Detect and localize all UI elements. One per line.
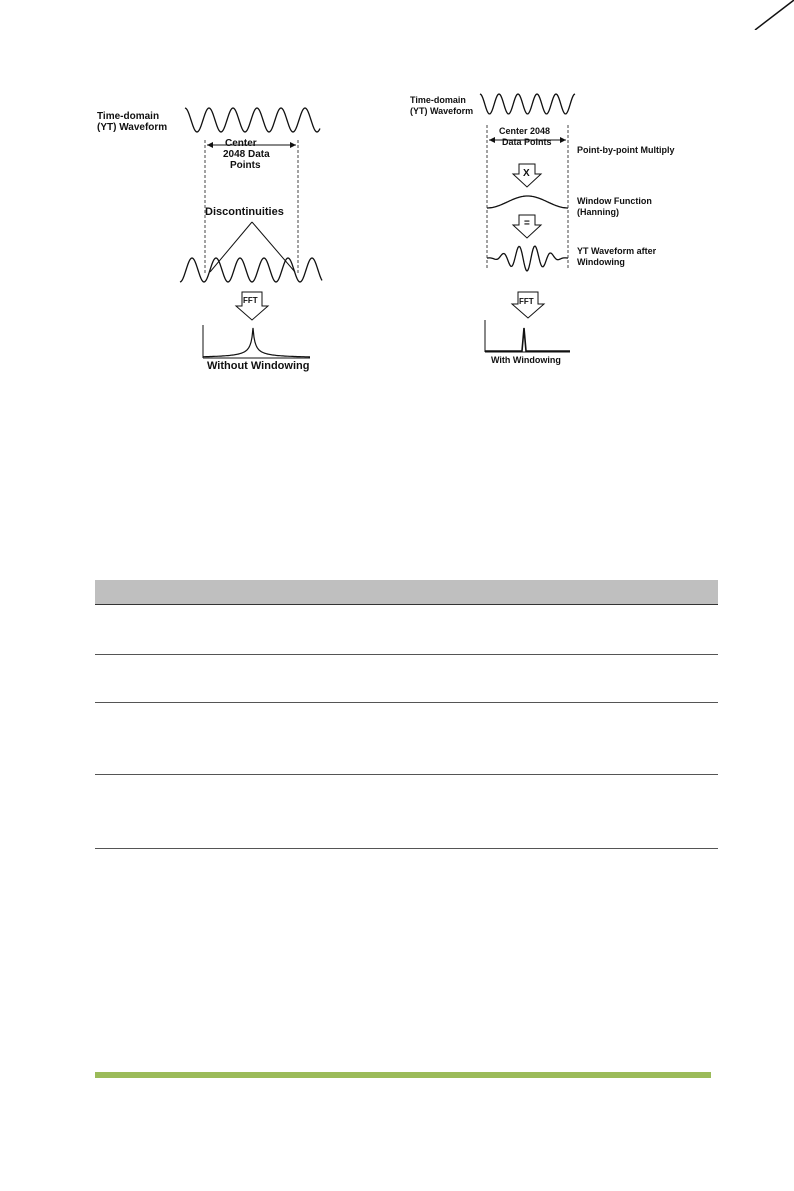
figure-with-windowing [405,80,705,380]
discontinuities-label: Discontinuities [205,206,284,218]
table-row [95,703,718,775]
windowed-waveform [487,246,568,271]
window-function-line1: Window Function [577,196,652,206]
yt-label-line2: (YT) Waveform [97,122,168,133]
table-cell [95,775,245,849]
table-cell [245,605,485,655]
center-label-line2: 2048 Data [223,149,270,160]
table-cell [245,775,485,849]
caption-without-windowing: Without Windowing [207,360,310,372]
table-header-row [95,580,718,605]
table-cell [485,655,718,703]
center-label-line3: Points [230,160,261,171]
page-corner-line [0,0,794,30]
center-label-line2: Data Points [502,137,552,147]
center-label-line1: Center [225,138,257,149]
after-windowing-line2: Windowing [577,257,625,267]
window-function-line2: (Hanning) [577,207,619,217]
yt-waveform [480,94,575,114]
table-row [95,775,718,849]
fft-label: FFT [243,296,258,305]
center-label-line1: Center 2048 [499,126,551,136]
table-header-cell [95,580,245,605]
fft-label: FFT [519,297,534,306]
table-header-cell [245,580,485,605]
table-cell [245,703,485,775]
after-windowing-line1: YT Waveform after [577,246,657,256]
table-row [95,655,718,703]
fft-spectrum-leaky [203,328,310,357]
table-cell [485,605,718,655]
table-cell [95,655,245,703]
multiply-symbol: X [523,168,530,179]
table-cell [245,655,485,703]
figure-without-windowing [90,80,390,380]
yt-label-line1: Time-domain [97,111,160,122]
yt-waveform [185,108,320,132]
footer-accent-bar [95,1072,711,1078]
fft-spectrum-peak [485,328,570,351]
table-cell [485,703,718,775]
yt-label-line1: Time-domain [410,95,466,105]
table-cell [95,605,245,655]
multiply-label: Point-by-point Multiply [577,145,675,155]
table-cell [485,775,718,849]
window-table [95,580,718,849]
hanning-window-curve [487,196,568,208]
table-cell [95,703,245,775]
equals-symbol: = [524,218,530,229]
table-row [95,605,718,655]
caption-with-windowing: With Windowing [491,355,561,365]
yt-label-line2: (YT) Waveform [410,106,474,116]
table-header-cell [485,580,718,605]
windowed-repeat-waveform [180,258,322,282]
